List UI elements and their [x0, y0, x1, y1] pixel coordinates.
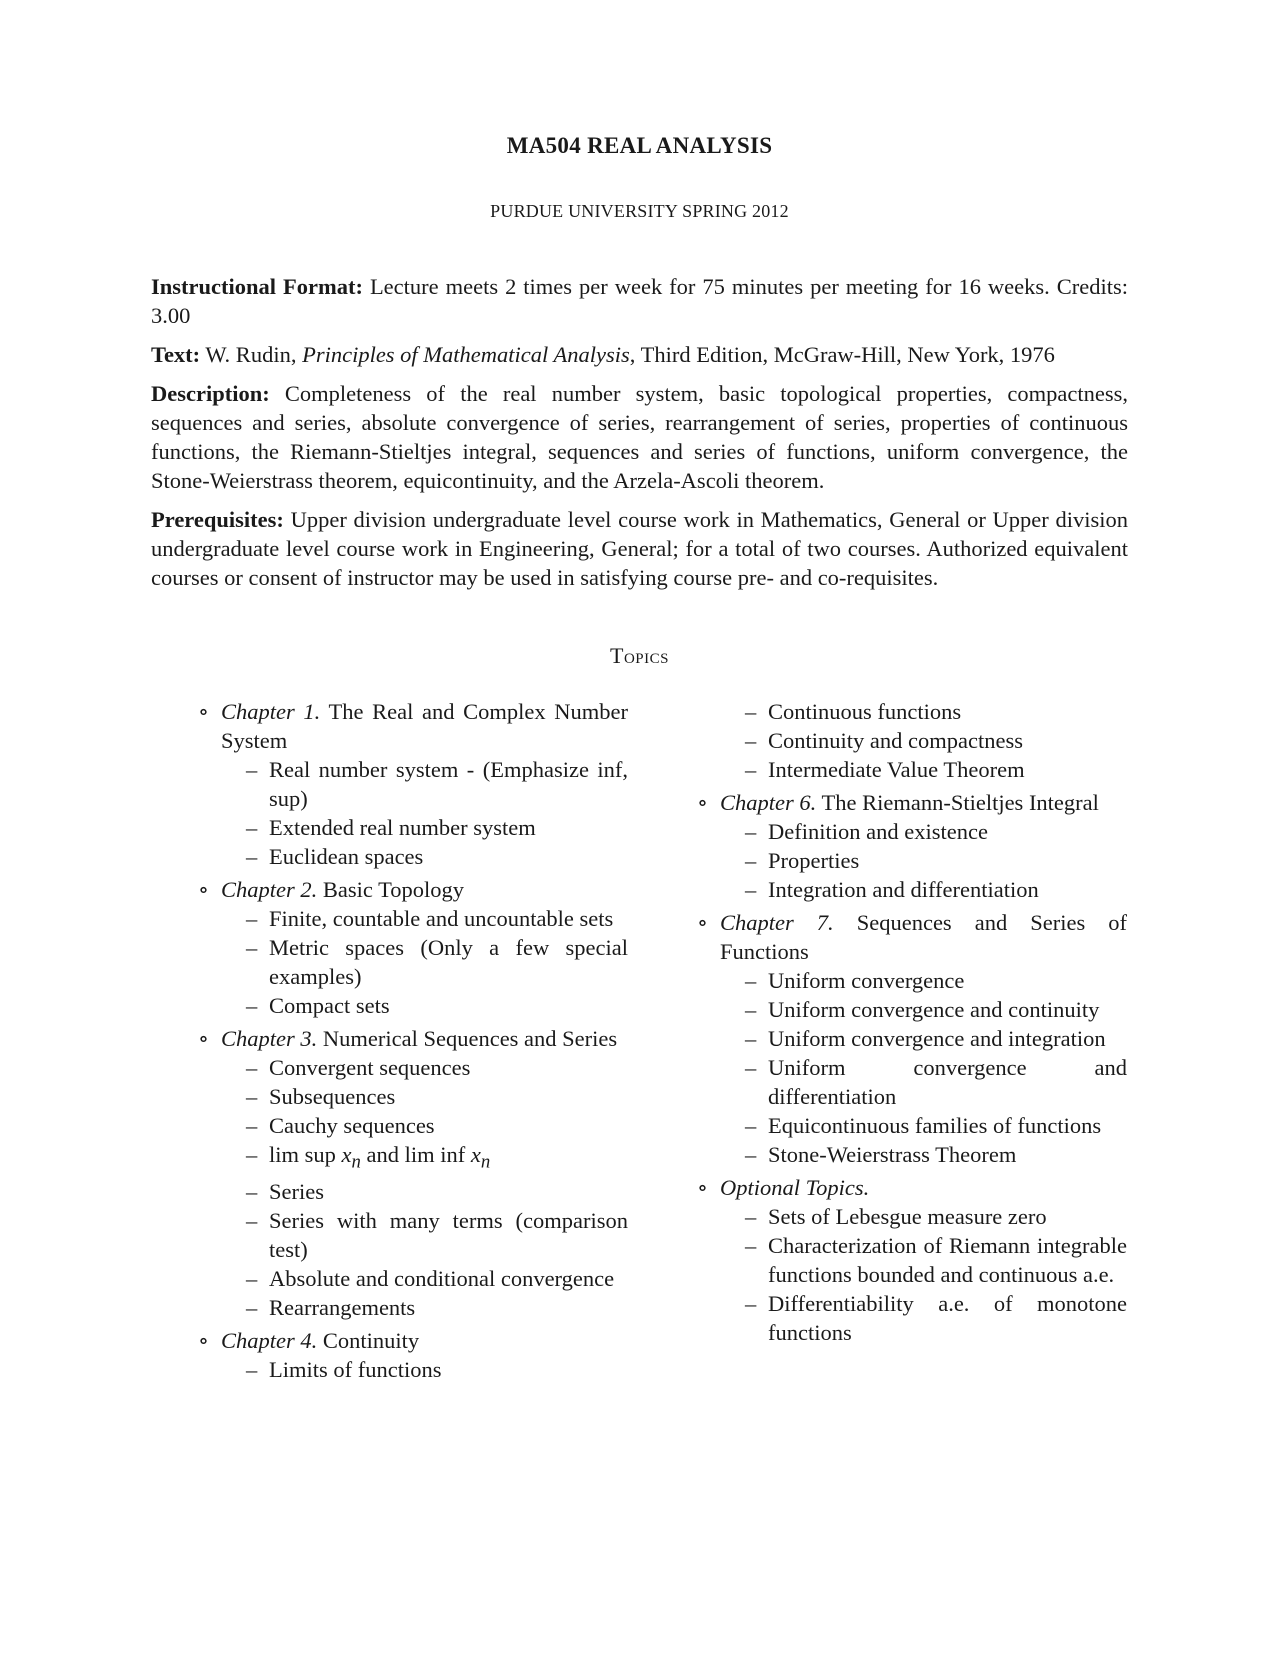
- chapter-title: Continuity: [322, 1327, 420, 1353]
- chapter-2: [198, 875, 628, 1020]
- topics-left-column: [198, 697, 628, 1388]
- list-item: – Uniform convergence and integration: [745, 1026, 1106, 1051]
- list-item: – Convergent sequences: [246, 1055, 471, 1080]
- bullet-icon: ∘: [198, 699, 210, 724]
- list-item: – Series: [246, 1178, 324, 1204]
- textbook-author: W. Rudin,: [205, 342, 297, 367]
- chapter-title: The Riemann-Stieltjes Integral: [821, 790, 1099, 815]
- list-item: – Equicontinuous families of functions: [745, 1113, 1102, 1138]
- chapter-label: Chapter 2.: [221, 877, 318, 902]
- list-item: – Finite, countable and uncountable sets: [246, 906, 614, 931]
- topics-heading: Topics: [610, 643, 669, 668]
- list-item: – Cauchy sequences: [246, 1113, 435, 1138]
- list-item: – Characterization of Riemann integrable functions bounded and continuous a.e.: [745, 1233, 1127, 1287]
- list-item-limsup: – lim sup $x_n$ and lim inf $x_n$: [246, 1142, 491, 1173]
- bullet-icon: ∘: [198, 1327, 210, 1353]
- textbook-title: Principles of Mathematical Analysis: [302, 342, 630, 367]
- chapter-4: [198, 1326, 628, 1384]
- list-item: – Differentiability a.e. of monotone functions: [745, 1291, 1127, 1345]
- course-info: [151, 272, 1128, 602]
- bullet-icon: ∘: [198, 1026, 210, 1051]
- list-item: – Uniform convergence and continuity: [745, 997, 1100, 1022]
- description: [151, 379, 1128, 495]
- chapter-label: Chapter 1.: [221, 699, 321, 724]
- list-item: – Properties: [745, 848, 860, 873]
- list-item: – Continuous functions: [745, 699, 962, 724]
- chapter-1: [198, 697, 628, 871]
- list-item: – Real number system - (Emphasize inf, sup): [246, 757, 628, 811]
- list-item: – Stone-Weierstrass Theorem: [745, 1142, 1017, 1167]
- list-item: – Euclidean spaces: [246, 844, 424, 869]
- chapter-title: Basic Topology: [322, 877, 465, 902]
- list-item: – Rearrangements: [246, 1294, 416, 1320]
- topics-right-column: [697, 697, 1127, 1351]
- list-item: – Absolute and conditional convergence: [246, 1265, 615, 1291]
- chapter-6: [697, 788, 1127, 904]
- bullet-icon: ∘: [697, 790, 709, 815]
- prerequisites-label: Prerequisites:: [151, 507, 284, 532]
- chapter-label: Chapter 3.: [221, 1026, 318, 1051]
- list-item: – Subsequences: [246, 1084, 396, 1109]
- description-label: Description:: [151, 381, 270, 406]
- instructional-format: [151, 272, 1128, 330]
- list-item: – Continuity and compactness: [745, 728, 1023, 753]
- textbook-label: Text:: [151, 342, 201, 367]
- list-item: – Intermediate Value Theorem: [745, 757, 1025, 782]
- description-text: Completeness of the real number system, basic topological properties, compactness, sequences and series, absolute convergence of series, rearrangement of series, properties of continuous functions, the Riemann-Stieltjes integral, sequences and series of functions, uniform convergence, the Stone-Weierstrass theorem, equicontinuity, and the Arzela-Ascoli theorem.: [151, 381, 1129, 493]
- bullet-icon: ∘: [697, 910, 709, 935]
- chapter-title: Sequences and Series of Functions: [720, 910, 1128, 964]
- list-item: – Uniform convergence: [745, 968, 965, 993]
- list-item: – Series with many terms (comparison test): [246, 1207, 628, 1262]
- list-item: – Extended real number system: [246, 815, 536, 840]
- chapter-4-continued: [697, 697, 1127, 784]
- instructional-format-text: Lecture meets 2 times per week for 75 minutes per meeting for 16 weeks. Credits: 3.00: [151, 274, 1128, 328]
- list-item: – Definition and existence: [745, 819, 988, 844]
- chapter-label: Chapter 7.: [720, 910, 834, 935]
- course-subtitle: PURDUE UNIVERSITY SPRING 2012: [490, 201, 789, 221]
- textbook: [151, 340, 1128, 369]
- chapter-label: Optional Topics.: [720, 1175, 870, 1200]
- chapter-7: [697, 908, 1127, 1169]
- list-item: – Sets of Lebesgue measure zero: [745, 1204, 1047, 1229]
- list-item: – Uniform convergence and differentiation: [745, 1055, 1127, 1109]
- bullet-icon: ∘: [198, 877, 210, 902]
- prerequisites: [151, 505, 1128, 592]
- list-item: – Limits of functions: [246, 1356, 442, 1382]
- chapter-title: Numerical Sequences and Series: [322, 1026, 618, 1051]
- chapter-3: [198, 1024, 628, 1322]
- optional-topics: [697, 1173, 1127, 1347]
- instructional-format-label: Instructional Format:: [151, 274, 363, 299]
- document-page: [151, 0, 1128, 1656]
- list-item: – Integration and differentiation: [745, 877, 1039, 902]
- course-title: MA504 REAL ANALYSIS: [506, 133, 773, 158]
- chapter-label: Chapter 6.: [720, 790, 817, 815]
- list-item: – Compact sets: [246, 993, 390, 1018]
- chapter-title: The Real and Complex Number System: [221, 699, 628, 753]
- textbook-edition: , Third Edition, McGraw-Hill, New York, 1976: [629, 342, 1055, 367]
- bullet-icon: ∘: [697, 1175, 709, 1200]
- prerequisites-text: Upper division undergraduate level course work in Mathematics, General or Upper division undergraduate level course work in Engineering, General; for a total of two courses. Authorized equivalent courses or consent of instructor may be used in satisfying course pre- and co-requisites.: [151, 507, 1128, 590]
- list-item: – Metric spaces (Only a few special examples): [246, 935, 628, 989]
- chapter-label: Chapter 4.: [221, 1327, 318, 1353]
